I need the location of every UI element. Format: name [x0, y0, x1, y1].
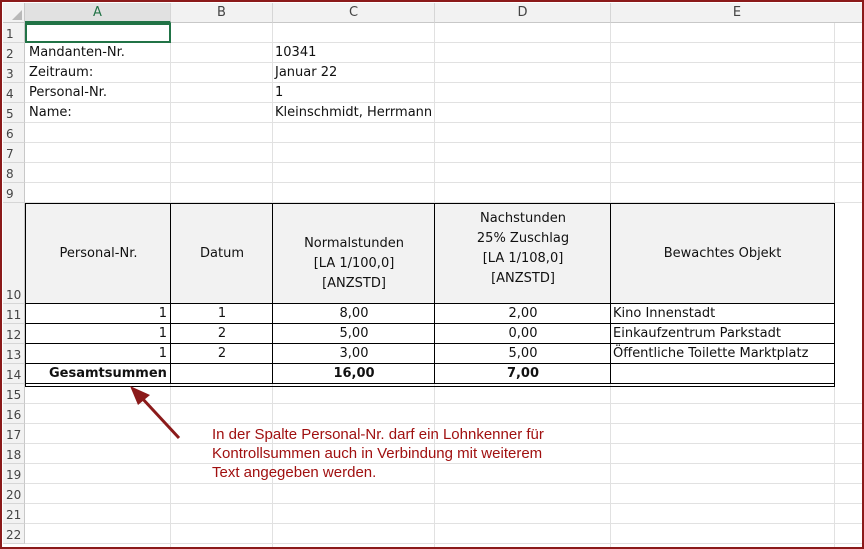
table-cell-normal[interactable]: 8,00	[339, 306, 369, 321]
zeitraum-label: Zeitraum:	[29, 65, 94, 80]
row-header[interactable]: 20	[3, 484, 25, 504]
table-cell-datum[interactable]: 2	[217, 326, 227, 341]
annotation-line: Kontrollsummen auch in Verbindung mit weiterem	[212, 445, 543, 462]
header-normal-line1: Normalstunden	[304, 235, 404, 251]
table-cell-nacht[interactable]: 5,00	[508, 346, 538, 361]
row-header[interactable]: 1	[3, 23, 25, 43]
row-header[interactable]: 4	[3, 83, 25, 103]
totals-label[interactable]: Gesamtsummen	[49, 366, 167, 381]
row-header[interactable]: 15	[3, 384, 25, 404]
row-header[interactable]: 16	[3, 404, 25, 424]
row-header[interactable]: 3	[3, 63, 25, 83]
mandant-label: Mandanten-Nr.	[29, 45, 125, 60]
table-cell-objekt[interactable]: Kino Innenstadt	[613, 306, 716, 321]
zeitraum-value[interactable]: Januar 22	[275, 65, 338, 80]
row-header[interactable]: 18	[3, 444, 25, 464]
header-normal-line3: [ANZSTD]	[322, 275, 386, 291]
totals-nacht[interactable]: 7,00	[506, 366, 540, 381]
row-header[interactable]: 10	[3, 203, 25, 304]
table-cell-objekt[interactable]: Einkaufzentrum Parkstadt	[613, 326, 781, 341]
name-value[interactable]: Kleinschmidt, Herrmann	[275, 105, 433, 120]
header-nacht-line1: Nachstunden	[480, 210, 566, 226]
table-cell-personal[interactable]: 1	[158, 346, 167, 361]
column-header-d[interactable]: D	[435, 3, 611, 23]
table-cell-normal[interactable]: 5,00	[339, 326, 369, 341]
mandant-value[interactable]: 10341	[275, 45, 317, 60]
table-cell-nacht[interactable]: 2,00	[508, 306, 538, 321]
row-header[interactable]: 13	[3, 344, 25, 364]
row-header[interactable]: 17	[3, 424, 25, 444]
header-objekt-label: Bewachtes Objekt	[663, 245, 782, 261]
column-header-e[interactable]: E	[611, 3, 864, 23]
totals-normal[interactable]: 16,00	[333, 366, 375, 381]
table-cell-personal[interactable]: 1	[158, 306, 167, 321]
table-cell-personal[interactable]: 1	[158, 326, 167, 341]
column-header-c[interactable]: C	[273, 3, 435, 23]
row-header[interactable]: 12	[3, 324, 25, 344]
column-header-a[interactable]: A	[25, 3, 171, 23]
row-header[interactable]: 5	[3, 103, 25, 123]
row-header[interactable]: 14	[3, 364, 25, 384]
header-personal-label: Personal-Nr.	[59, 245, 138, 261]
row-header[interactable]: 7	[3, 143, 25, 163]
row-header[interactable]: 22	[3, 524, 25, 544]
annotation-text	[212, 425, 632, 482]
table-cell-normal[interactable]: 3,00	[339, 346, 369, 361]
annotation-line: Text angegeben werden.	[212, 464, 377, 481]
table-cell-objekt[interactable]: Öffentliche Toilette Marktplatz	[613, 346, 809, 361]
row-header[interactable]: 2	[3, 43, 25, 63]
row-header[interactable]: 11	[3, 304, 25, 324]
column-header-b[interactable]: B	[171, 3, 273, 23]
name-label: Name:	[29, 105, 72, 120]
table-cell-datum[interactable]: 2	[217, 346, 227, 361]
header-normal-line2: [LA 1/100,0]	[313, 255, 395, 271]
table-cell-nacht[interactable]: 0,00	[508, 326, 538, 341]
header-datum-label: Datum	[200, 245, 244, 261]
row-header[interactable]: 21	[3, 504, 25, 524]
personal-label: Personal-Nr.	[29, 85, 107, 100]
row-header[interactable]: 19	[3, 464, 25, 484]
row-header[interactable]: 8	[3, 163, 25, 183]
annotation-line: In der Spalte Personal-Nr. darf ein Lohnkenner für	[212, 426, 544, 443]
header-nacht-line2: 25% Zuschlag	[476, 230, 570, 246]
header-nacht-line3: [LA 1/108,0]	[482, 250, 564, 266]
personal-value[interactable]: 1	[275, 85, 284, 100]
header-nacht-line4: [ANZSTD]	[491, 270, 555, 286]
row-header[interactable]: 6	[3, 123, 25, 143]
table-cell-datum[interactable]: 1	[217, 306, 227, 321]
row-header[interactable]: 9	[3, 183, 25, 203]
